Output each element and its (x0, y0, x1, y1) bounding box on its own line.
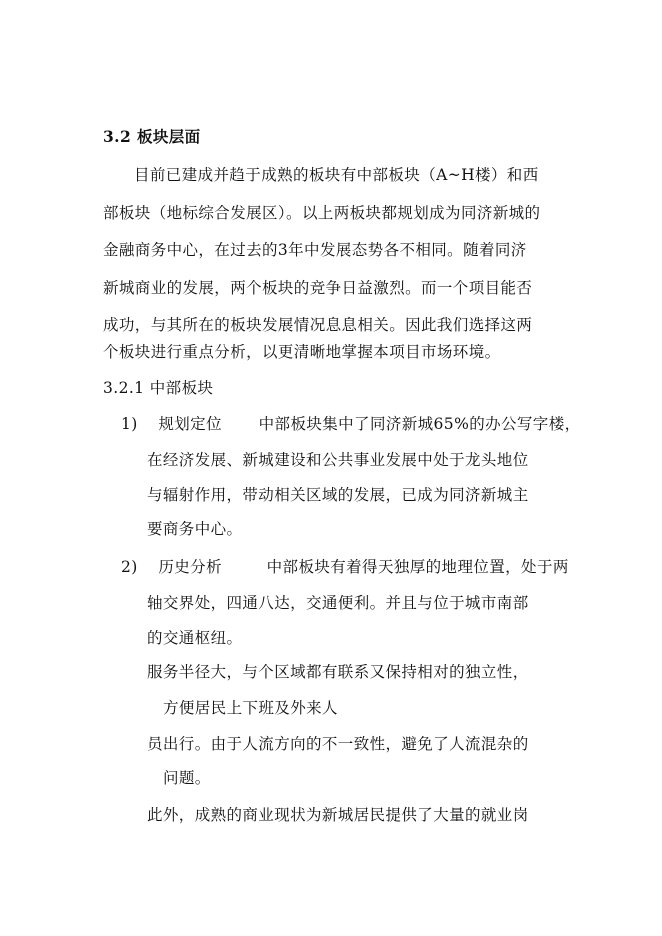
list-item-line: 方便居民上下班及外来人 (163, 699, 338, 717)
list-item-line: 服务半径大，与个区域都有联系又保持相对的独立性， (147, 663, 529, 681)
section-heading: 3.2 板块层面 (103, 127, 201, 146)
list-text: 中部板块集中了同济新城65%的办公写字楼， (258, 415, 581, 433)
list-item-line: 员出行。由于人流方向的不一致性，避免了人流混杂的 (147, 735, 529, 753)
list-item-line: 要商务中心。 (147, 520, 243, 538)
list-number: 2) (121, 558, 138, 576)
list-item-first-line (121, 414, 581, 434)
paragraph-line: 成功，与其所在的板块发展情况息息相关。因此我们选择这两 (103, 316, 533, 334)
list-item-line: 在经济发展、新城建设和公共事业发展中处于龙头地位 (147, 451, 529, 469)
paragraph-line: 目前已建成并趋于成熟的板块有中部板块（A~H楼）和西 (134, 166, 539, 184)
list-item-line: 此外，成熟的商业现状为新城居民提供了大量的就业岗 (147, 806, 529, 824)
paragraph-line: 金融商务中心，在过去的3年中发展态势各不相同。随着同济 (103, 241, 527, 259)
list-item-first-line (121, 557, 569, 577)
list-text: 中部板块有着得天独厚的地理位置，处于两 (266, 558, 569, 576)
list-label: 历史分析 (158, 558, 222, 576)
paragraph-line: 新城商业的发展，两个板块的竞争日益激烈。而一个项目能否 (103, 279, 533, 297)
list-number: 1) (121, 415, 138, 433)
list-item-line: 问题。 (163, 769, 211, 787)
list-label: 规划定位 (158, 415, 222, 433)
subsection-heading: 3.2.1 中部板块 (103, 379, 214, 397)
paragraph-line: 个板块进行重点分析，以更清晰地掌握本项目市场环境。 (103, 343, 501, 361)
list-item-line: 的交通枢纽。 (147, 629, 243, 647)
list-item-line: 轴交界处，四通八达，交通便利。并且与位于城市南部 (147, 594, 529, 612)
list-item-line: 与辐射作用，带动相关区域的发展，已成为同济新城主 (147, 486, 529, 504)
paragraph-line: 部板块（地标综合发展区）。以上两板块都规划成为同济新城的 (103, 204, 541, 222)
